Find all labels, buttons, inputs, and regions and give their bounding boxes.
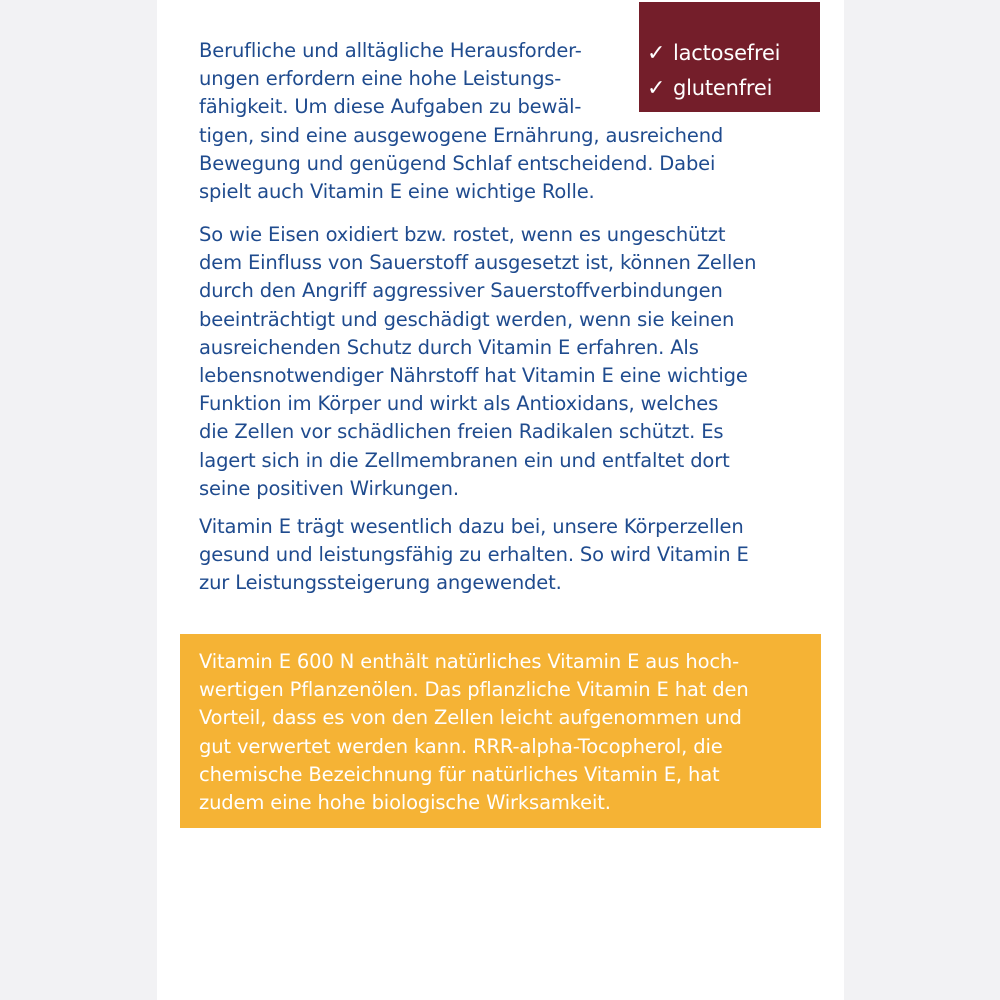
- badge-label: glutenfrei: [673, 76, 773, 100]
- text-line: spielt auch Vitamin E eine wichtige Rolle.: [199, 180, 595, 204]
- intro-paragraph: [199, 37, 819, 206]
- checkmark-icon: ✓: [647, 76, 666, 101]
- text-line: ausreichenden Schutz durch Vitamin E erfahren. Als: [199, 335, 699, 359]
- performance-paragraph: [199, 513, 819, 598]
- text-line: chemische Bezeichnung für natürliches Vitamin E, hat: [199, 762, 720, 786]
- text-line: Funktion im Körper und wirkt als Antioxidans, welches: [199, 392, 719, 416]
- text-line: zur Leistungssteigerung angewendet.: [199, 571, 562, 595]
- highlight-paragraph: [199, 648, 749, 817]
- text-line: durch den Angriff aggressiver Sauerstoffverbindungen: [199, 279, 723, 303]
- checkmark-icon: ✓: [647, 41, 666, 66]
- text-line: wertigen Pflanzenölen. Das pflanzliche Vitamin E hat den: [199, 678, 749, 702]
- text-line: gut verwertet werden kann. RRR-alpha-Tocopherol, die: [199, 734, 723, 758]
- text-line: ungen erfordern eine hohe Leistungs-: [199, 67, 562, 91]
- text-line: lagert sich in die Zellmembranen ein und entfaltet dort: [199, 448, 730, 472]
- text-line: So wie Eisen oxidiert bzw. rostet, wenn es ungeschützt: [199, 223, 726, 246]
- text-line: zudem eine hohe biologische Wirksamkeit.: [199, 791, 611, 815]
- text-line: Vitamin E 600 N enthält natürliches Vitamin E aus hoch-: [199, 650, 740, 673]
- text-line: Vitamin E trägt wesentlich dazu bei, unsere Körperzellen: [199, 515, 744, 538]
- text-line: gesund und leistungsfähig zu erhalten. So wird Vitamin E: [199, 543, 749, 567]
- text-line: tigen, sind eine ausgewogene Ernährung, ausreichend: [199, 123, 724, 147]
- text-line: die Zellen vor schädlichen freien Radikalen schützt. Es: [199, 420, 724, 444]
- text-line: Vorteil, dass es von den Zellen leicht aufgenommen und: [199, 706, 742, 730]
- badge-label: lactosefrei: [673, 41, 781, 65]
- antioxidant-paragraph: [199, 221, 819, 503]
- text-line: beeinträchtigt und geschädigt werden, wenn sie keinen: [199, 307, 735, 331]
- text-line: Berufliche und alltägliche Herausforder-: [199, 39, 582, 62]
- text-line: lebensnotwendiger Nährstoff hat Vitamin E eine wichtige: [199, 364, 748, 388]
- text-line: dem Einfluss von Sauerstoff ausgesetzt ist, können Zellen: [199, 251, 757, 275]
- text-line: Bewegung und genügend Schlaf entscheidend. Dabei: [199, 151, 716, 175]
- text-line: fähigkeit. Um diese Aufgaben zu bewäl-: [199, 95, 582, 119]
- text-line: seine positiven Wirkungen.: [199, 476, 459, 500]
